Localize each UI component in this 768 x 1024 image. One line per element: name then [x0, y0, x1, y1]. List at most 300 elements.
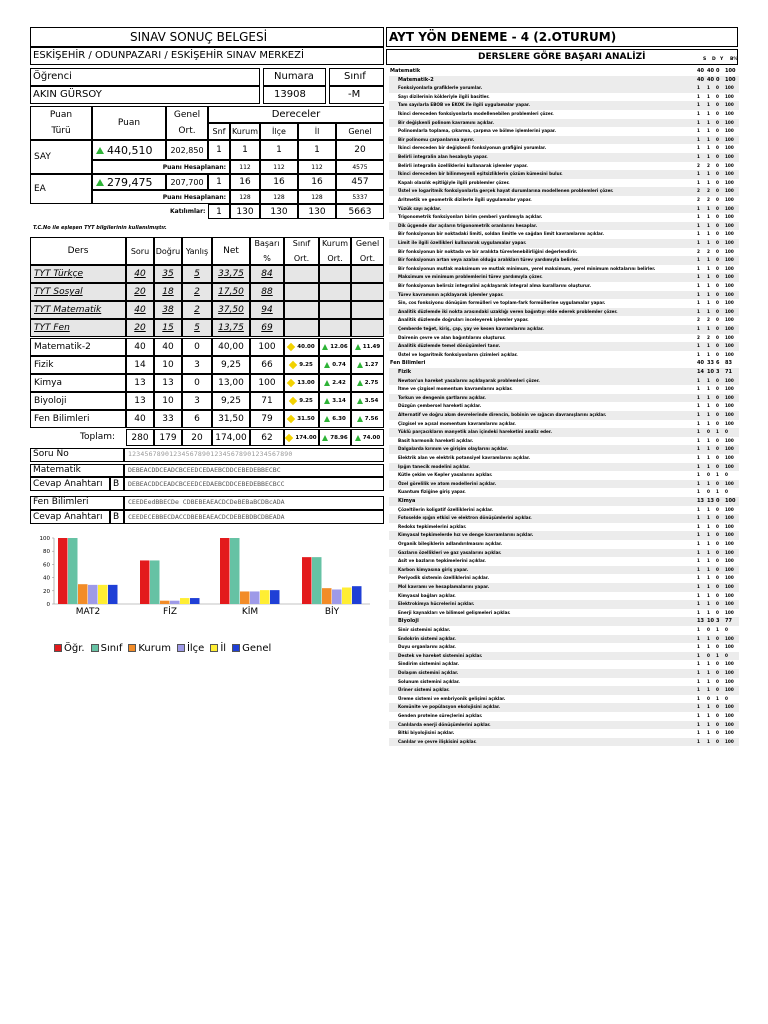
analysis-topic-row [389, 420, 739, 429]
analysis-topic-row [389, 514, 739, 523]
bar-fi̇z-0 [140, 560, 150, 604]
analysis-value: 1 [697, 463, 700, 469]
analysis-topic-text: Analitik düzlemde temel dönüşümleri tanır. [398, 343, 501, 349]
puan-type-header: Puan [49, 110, 73, 120]
analysis-topic-text: Üstel ve logaritmik fonksiyonlarla gerçek hayat durumlarına modellenen problemleri çözer. [398, 188, 614, 194]
analysis-topic-text: Işığın tanecik modelini açıklar. [398, 463, 470, 469]
analysis-topic-row [389, 669, 739, 678]
analysis-topic-text: Komünite ve popülasyon ekolojisini açıklar. [398, 704, 501, 710]
analysis-topic-text: Kapalı olasılık eşitliğiyle ilgili problemler çözer. [398, 179, 510, 185]
ea-genel: 457 [336, 174, 384, 190]
analysis-value: 0 [716, 601, 719, 607]
analysis-value: 1 [697, 205, 700, 211]
fen-booklet: B [113, 512, 120, 522]
analysis-value: 1 [697, 455, 700, 460]
analysis-topic-row [389, 394, 739, 403]
up-arrow-icon [355, 344, 361, 350]
student-number: 13908 [274, 89, 306, 100]
analysis-value: 1 [697, 670, 700, 675]
analysis-value: 100 [725, 222, 734, 228]
analysis-value: 13 [707, 498, 714, 504]
analysis-topic-row [389, 549, 739, 558]
bar-mat2-5 [108, 585, 118, 604]
analysis-value: 1 [697, 437, 700, 443]
analysis-value: 0 [716, 584, 719, 589]
bar-mat2-1 [68, 538, 78, 604]
analysis-topic-row [389, 316, 739, 325]
analysis-value: 100 [725, 317, 734, 323]
analysis-col-header: S [703, 57, 707, 62]
analysis-topic-text: Genden proteine süreçlerini açıklar. [398, 713, 483, 718]
lesson-basari: 88 [250, 283, 284, 301]
analysis-value: 40 [697, 360, 704, 367]
analysis-value: 0 [716, 205, 719, 211]
analysis-value: 1 [697, 635, 700, 641]
ea-snf: 1 [208, 174, 230, 190]
analysis-value: 1 [707, 179, 710, 185]
matematik-booklet: B [113, 479, 120, 489]
diamond-icon [285, 433, 293, 441]
genel-ort-col-header-2: Ort. [359, 254, 376, 263]
analysis-topic-row [389, 488, 739, 497]
say-calc-kurum: 112 [230, 160, 260, 174]
analysis-value: 2 [707, 197, 710, 202]
up-arrow-icon [355, 435, 361, 441]
analysis-topic-text: Gazların özellikleri ve gaz yasalarını açıklar. [398, 549, 502, 555]
analysis-value: 40 [697, 76, 704, 83]
analysis-topic-row [389, 144, 739, 153]
lesson-basari: 100 [250, 374, 284, 392]
analysis-topic-text: İtme ve çizgisel momentum kavramlarını açıklar. [398, 386, 513, 392]
analysis-value: 100 [725, 257, 734, 263]
analysis-topic-text: Özel görelilik ve atom modellerini açıklar. [398, 480, 497, 486]
bar-ki̇m-5 [270, 590, 280, 604]
analysis-value: 0 [716, 257, 719, 263]
analysis-topic-text: Bir polinomu çarpanlarına ayırır. [398, 136, 475, 142]
analysis-value: 1 [716, 472, 719, 478]
analysis-value: 0 [716, 575, 719, 581]
analysis-topic-row [389, 626, 739, 635]
analysis-value: 1 [697, 713, 700, 718]
analysis-value: 100 [725, 403, 734, 409]
analysis-topic-row [389, 678, 739, 687]
lesson-yanlis: 0 [182, 338, 212, 356]
analysis-value: 100 [725, 102, 734, 108]
analysis-value: 0 [716, 136, 719, 142]
analysis-value: 1 [697, 351, 700, 357]
analysis-value: 0 [716, 128, 719, 134]
lesson-genel-ort [351, 265, 384, 283]
class-label: Sınıf [344, 71, 366, 82]
up-arrow-icon [324, 398, 330, 404]
analysis-value: 0 [716, 523, 719, 529]
analysis-value: 100 [725, 68, 736, 74]
lesson-sinif-ort: 13.00 [284, 374, 319, 392]
snf-header: Snf [208, 123, 230, 140]
analysis-value: 100 [725, 575, 734, 581]
lesson-soru: 20 [126, 319, 154, 337]
analysis-value: 1 [697, 549, 700, 555]
analysis-topic-text: İkinci dereceden bir değişkenli fonksiyonun grafiğini yorumlar. [398, 145, 547, 151]
lesson-genel-ort [351, 319, 384, 337]
bar-fi̇z-5 [190, 598, 200, 604]
analysis-value: 1 [697, 412, 700, 417]
analysis-topic-row [389, 136, 739, 145]
analysis-value: 1 [707, 566, 710, 572]
analysis-topic-row [389, 463, 739, 472]
analysis-topic-text: Redoks tepkimelerini açıklar. [398, 523, 467, 529]
analysis-value: 1 [707, 584, 710, 589]
legend-label: İl [220, 642, 227, 654]
analysis-topic-text: Dolaşım sistemini açıklar. [398, 670, 459, 675]
analysis-topic-row [389, 256, 739, 265]
lesson-basari: 84 [250, 265, 284, 283]
analysis-value: 1 [697, 721, 700, 727]
lesson-name: TYT Fen [30, 319, 126, 337]
analysis-topic-row [389, 84, 739, 93]
lesson-kurum-ort: 3.14 [319, 392, 351, 410]
analysis-value: 0 [716, 326, 719, 331]
lesson-name: Biyoloji [30, 392, 126, 410]
analysis-value: 0 [716, 102, 719, 108]
ea-puan: 279,475 [107, 175, 153, 189]
analysis-value: 1 [707, 291, 710, 297]
analysis-value: 1 [707, 713, 710, 718]
analysis-value: 77 [725, 618, 732, 625]
analysis-value: 100 [725, 704, 734, 710]
analysis-value: 100 [725, 326, 734, 331]
soru-no-label: Soru No [33, 449, 69, 459]
analysis-topic-text: Limit ile ilgili özellikleri kullanarak uygulamalar yapar. [398, 240, 527, 245]
analysis-value: 1 [697, 730, 700, 736]
analysis-value: 100 [725, 283, 734, 288]
analysis-value: 0 [716, 446, 719, 452]
up-arrow-icon [357, 362, 363, 368]
analysis-value: 14 [697, 369, 704, 375]
analysis-title: DERSLERE GÖRE BAŞARI ANALİZİ [478, 52, 646, 62]
analysis-value: 1 [697, 687, 700, 693]
lesson-name: Fizik [30, 356, 126, 374]
analysis-topic-text: Analitik düzlemde iki nokta arasındaki uzaklığı veren bağıntıyı elde ederek problemler çözer. [398, 308, 618, 314]
analysis-value: 100 [725, 291, 734, 297]
say-calc-genel: 4575 [336, 160, 384, 174]
analysis-topic-text: Belirli integralin alan hesabıyla yapar. [398, 154, 488, 159]
puan-type-header-2: Türü [51, 126, 71, 136]
lesson-yanlis: 0 [182, 374, 212, 392]
analysis-value: 0 [716, 455, 719, 460]
analysis-value: 100 [725, 738, 734, 744]
analysis-topic-text: Belirli integralin özelliklerini kullanarak işlemler yapar. [398, 162, 528, 168]
lesson-soru: 20 [126, 283, 154, 301]
fen-key: CEEDEedBBECDe CDBEBEAEACDCDeBEBaBCDBcADA [128, 498, 285, 506]
analysis-value: 0 [716, 532, 719, 538]
analysis-value: 0 [707, 652, 710, 658]
analysis-value: 1 [707, 523, 710, 529]
analysis-value: 100 [725, 713, 734, 718]
analysis-value: 100 [725, 420, 734, 426]
lesson-name: TYT Matematik [30, 301, 126, 319]
tc-note: T.C.No ile eşleşen TYT bilgilerinin kullanılmıştır. [33, 225, 167, 231]
analysis-value: 100 [725, 437, 734, 443]
analysis-topic-row [389, 506, 739, 515]
cevap-anahtari-label: Cevap Anahtarı [33, 479, 103, 489]
analysis-topic-row [389, 265, 739, 274]
lesson-genel-ort [351, 301, 384, 319]
analysis-value: 1 [707, 93, 710, 99]
analysis-value: 1 [697, 489, 700, 495]
analysis-topic-text: Bir fonksiyonun bir noktadaki limiti, soldan limitle ve sağdan limit kavramlarını açıklar. [398, 231, 604, 237]
analysis-topic-text: Canlılar ve çevre ilişkisini açıklar. [398, 738, 477, 744]
analysis-topic-text: Sindirim sistemini açıklar. [398, 661, 459, 667]
analysis-topic-text: Trigonometrik fonksiyonları birim çemberi yardımıyla açıklar. [398, 214, 543, 220]
analysis-topic-row [389, 110, 739, 119]
lesson-genel-ort [351, 283, 384, 301]
analysis-topic-row [389, 153, 739, 162]
analysis-topic-row [389, 454, 739, 463]
analysis-value: 1 [707, 670, 710, 675]
analysis-value: 100 [725, 162, 734, 168]
analysis-value: 0 [716, 713, 719, 718]
analysis-value: 1 [707, 308, 710, 314]
analysis-value: 1 [697, 326, 700, 331]
lesson-genel-ort: 1.27 [351, 356, 384, 374]
analysis-topic-text: Üstel ve logaritmik fonksiyonların çizimleri açıklar. [398, 351, 518, 357]
k-il: 130 [298, 204, 336, 219]
analysis-topic-text: Bir fonksiyonun artan veya azalan olduğu aralıkları türev yardımıyla belirler. [398, 257, 579, 263]
analysis-value: 100 [725, 214, 734, 220]
analysis-subject-row [389, 617, 739, 626]
analysis-value: 1 [707, 240, 710, 245]
lesson-soru: 40 [126, 410, 154, 428]
analysis-value: 1 [697, 283, 700, 288]
analysis-value: 1 [697, 627, 700, 632]
analysis-value: 1 [697, 480, 700, 486]
analysis-value: 2 [697, 188, 700, 194]
analysis-value: 0 [716, 197, 719, 202]
analysis-value: 0 [716, 670, 719, 675]
analysis-value: 1 [707, 661, 710, 667]
analysis-value: 100 [725, 566, 734, 572]
analysis-value: 0 [716, 300, 719, 306]
analysis-value: 0 [716, 377, 719, 383]
analysis-topic-text: Çözeltilerin koligatif özelliklerini açıklar. [398, 506, 494, 512]
analysis-value: 1 [707, 171, 710, 177]
lesson-sinif-ort [284, 301, 319, 319]
analysis-value: 100 [725, 240, 734, 245]
bar-fi̇z-4 [180, 598, 190, 604]
analysis-topic-text: Çizgisel ve açısal momentum kavramlarını açıklar. [398, 420, 516, 426]
analysis-topic-text: Matematik-2 [398, 76, 434, 83]
analysis-topic-text: İkinci dereceden bir bilinmeyenli eşitsizliklerin çözüm kümesini bulur. [398, 171, 563, 177]
say-puan: 440,510 [107, 143, 153, 157]
analysis-value: 0 [707, 489, 710, 495]
analysis-value: 1 [697, 575, 700, 581]
analysis-value: 1 [707, 687, 710, 693]
lesson-kurum-ort [319, 283, 351, 301]
analysis-value: 1 [707, 437, 710, 443]
analysis-value: 100 [725, 85, 734, 91]
analysis-value: 1 [707, 154, 710, 159]
katilimlar-label: Katılımlar: [170, 208, 206, 215]
analysis-topic-row [389, 377, 739, 386]
analysis-value: 0 [716, 351, 719, 357]
analysis-value: 1 [697, 661, 700, 667]
analysis-topic-row [389, 471, 739, 480]
analysis-value: 1 [707, 592, 710, 598]
x-tick-label: BİY [324, 607, 340, 617]
x-tick-label: MAT2 [75, 607, 101, 617]
analysis-value: 100 [725, 128, 734, 134]
success-bar-chart [30, 530, 384, 636]
lesson-kurum-ort [319, 301, 351, 319]
lesson-soru: 14 [126, 356, 154, 374]
analysis-value: 1 [707, 351, 710, 357]
k-snf: 1 [208, 204, 230, 219]
up-arrow-icon [96, 147, 104, 154]
analysis-value: 2 [697, 334, 700, 340]
analysis-value: 0 [716, 283, 719, 288]
analysis-value: 0 [716, 549, 719, 555]
analysis-value: 71 [725, 369, 732, 375]
analysis-value: 0 [725, 652, 728, 658]
lesson-yanlis: 2 [182, 283, 212, 301]
analysis-value: 1 [707, 480, 710, 486]
analysis-value: 1 [707, 506, 710, 512]
analysis-topic-text: Asit ve bazların tepkimelerini açıklar. [398, 558, 486, 564]
lesson-soru: 13 [126, 374, 154, 392]
analysis-value: 1 [697, 601, 700, 607]
analysis-value: 0 [716, 274, 719, 280]
analysis-value: 1 [697, 231, 700, 237]
analysis-value: 2 [697, 197, 700, 202]
analysis-topic-row [389, 187, 739, 196]
total-genel-ort: 74.00 [351, 429, 384, 446]
analysis-value: 0 [716, 248, 719, 254]
analysis-col-header: D [712, 57, 716, 62]
sinif-ort-header: Sınıf [292, 239, 311, 248]
total-kurum-ort: 78.96 [319, 429, 351, 446]
analysis-topic-row [389, 273, 739, 282]
analysis-col-header: Y [720, 57, 724, 62]
analysis-value: 0 [716, 317, 719, 323]
analysis-topic-row [389, 411, 739, 420]
analysis-value: 0 [716, 661, 719, 667]
lesson-net: 17,50 [212, 283, 250, 301]
analysis-topic-text: Organik bileşiklerin adlandırılmasını açıklar. [398, 541, 503, 546]
student-class: -M [348, 89, 361, 100]
analysis-value: 1 [697, 394, 700, 400]
analysis-value: 1 [697, 291, 700, 297]
lesson-yanlis: 5 [182, 265, 212, 283]
legend-item [128, 643, 171, 654]
number-label: Numara [274, 71, 314, 82]
analysis-value: 1 [697, 214, 700, 220]
analysis-topic-text: Kütle çekim ve Kepler yasalarını açıklar. [398, 472, 493, 478]
analysis-topic-row [389, 583, 739, 592]
analysis-value: 1 [707, 558, 710, 564]
analysis-value: 0 [716, 68, 720, 74]
analysis-topic-row [389, 230, 739, 239]
total-dogru: 179 [154, 429, 182, 446]
analysis-value: 100 [725, 498, 736, 504]
legend-item [91, 643, 123, 654]
analysis-topic-row [389, 334, 739, 343]
analysis-value: 100 [725, 541, 734, 546]
analysis-value: 1 [707, 446, 710, 452]
analysis-topic-row [389, 308, 739, 317]
analysis-value: 100 [725, 446, 734, 452]
analysis-value: 1 [716, 627, 719, 632]
analysis-value: 100 [725, 670, 734, 675]
lesson-net: 13,00 [212, 374, 250, 392]
analysis-topic-row [389, 196, 739, 205]
analysis-value: 13 [697, 618, 704, 625]
say-genel-ort: 202,850 [166, 140, 208, 160]
analysis-value: 1 [697, 179, 700, 185]
analysis-topic-row [389, 738, 739, 747]
exam-title: AYT YÖN DENEME - 4 (2.OTURUM) [389, 30, 617, 44]
analysis-value: 100 [725, 179, 734, 185]
analysis-value: 1 [707, 412, 710, 417]
analysis-value: 1 [707, 257, 710, 263]
diamond-icon [287, 379, 295, 387]
analysis-value: 1 [697, 119, 700, 125]
analysis-value: 1 [697, 566, 700, 572]
analysis-value: 0 [716, 687, 719, 693]
analysis-value: 1 [707, 463, 710, 469]
analysis-topic-row [389, 119, 739, 128]
lesson-net: 9,25 [212, 356, 250, 374]
matematik-key: DEBEACDDCEADCBCEEDCEDAEBCDDCEBEDEBBECBC [128, 466, 281, 474]
up-arrow-icon [324, 362, 330, 368]
matematik-answers: DEBEACDDCEADCBCEEDCEDAEBCDDCEBEDEBBECBCC [128, 480, 285, 488]
lesson-kurum-ort [319, 319, 351, 337]
bar-ki̇m-4 [260, 590, 270, 604]
analysis-value: 1 [697, 644, 700, 650]
analysis-value: 1 [707, 601, 710, 607]
analysis-value: 1 [697, 695, 700, 701]
analysis-value: 100 [725, 205, 734, 211]
bar-mat2-2 [78, 584, 88, 604]
analysis-value: 1 [697, 515, 700, 521]
bar-mat2-0 [58, 538, 68, 604]
analysis-value: 33 [707, 360, 714, 367]
analysis-value: 0 [716, 222, 719, 228]
bar-bi̇y-2 [322, 588, 332, 604]
analysis-topic-text: Bitki biyolojisini açıklar. [398, 730, 455, 736]
analysis-topic-text: Düzgün çembersel hareketi açıklar. [398, 403, 482, 409]
analysis-value: 40 [707, 68, 714, 74]
diamond-icon [289, 361, 297, 369]
lesson-basari: 100 [250, 338, 284, 356]
analysis-value: 2 [697, 317, 700, 323]
up-arrow-icon [96, 179, 104, 186]
total-label: Toplam: [80, 432, 116, 442]
analysis-value: 100 [725, 730, 734, 736]
analysis-value: 1 [697, 738, 700, 744]
analysis-topic-row [389, 222, 739, 231]
up-arrow-icon [322, 344, 328, 350]
bar-fi̇z-2 [160, 601, 170, 604]
analysis-topic-text: Kimyasal tepkimelerde hız ve denge kavramlarını açıklar. [398, 532, 534, 538]
lesson-basari: 94 [250, 301, 284, 319]
analysis-value: 13 [697, 498, 704, 504]
analysis-value: 100 [725, 523, 734, 529]
analysis-value: 1 [707, 704, 710, 710]
soru-header: Soru [126, 237, 154, 265]
analysis-value: 100 [725, 601, 734, 607]
exam-location: ESKİŞEHİR / ODUNPAZARI / ESKİŞEHİR SINAV MERKEZİ [33, 50, 304, 61]
